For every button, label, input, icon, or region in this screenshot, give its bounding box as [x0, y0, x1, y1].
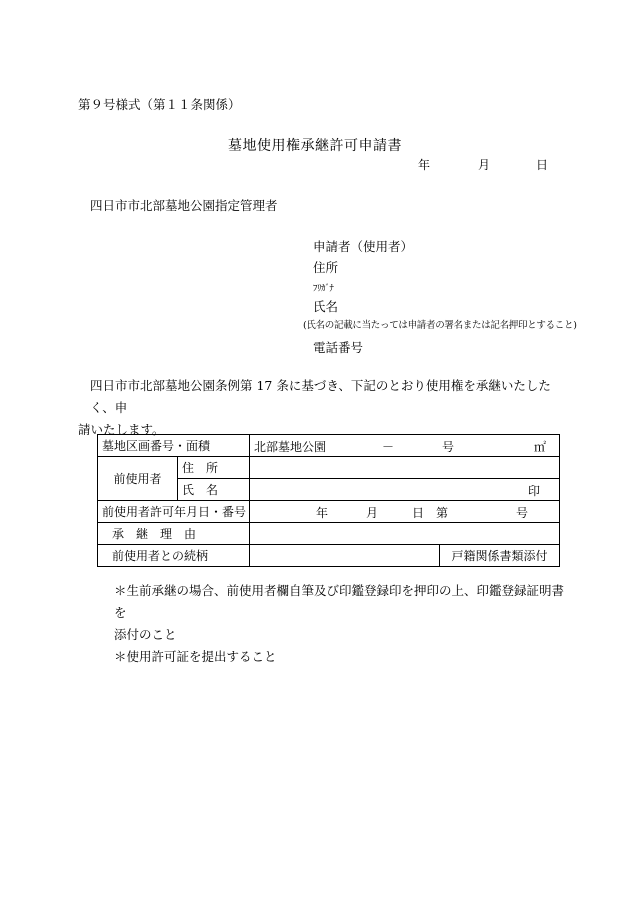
footnotes	[114, 580, 564, 668]
footnote-1-line-1: ＊生前承継の場合、前使用者欄自筆及び印鑑登録印を押印の上、印鑑登録証明書を	[114, 583, 565, 620]
applicant-header: 申請者（使用者）	[313, 239, 414, 254]
plot-area-unit: ㎡	[534, 440, 547, 454]
permit-date-label: 前使用者許可年月日・番号	[102, 505, 247, 519]
permit-date-field[interactable]	[250, 501, 560, 523]
applicant-name-label: 氏名	[313, 299, 339, 314]
permit-number-suffix: 号	[516, 506, 529, 520]
signature-note: (氏名の記載に当たっては申請者の署名または記名押印とすること)	[303, 320, 577, 331]
plot-value-cell[interactable]	[250, 435, 560, 457]
table-row	[98, 523, 560, 545]
seal-mark: 印	[528, 484, 541, 498]
footnote-1-line-2: 添付のこと	[114, 627, 177, 642]
permit-year-label: 年	[316, 506, 329, 520]
table-row	[98, 501, 560, 523]
family-register-attach-cell	[440, 545, 560, 567]
permit-date-label-cell	[98, 501, 250, 523]
permit-dai-label: 第	[436, 506, 449, 520]
succession-form-table	[97, 434, 560, 567]
body-paragraph	[78, 375, 558, 441]
prev-user-label: 前使用者	[113, 472, 162, 486]
family-register-attach-label: 戸籍関係書類添付	[451, 549, 548, 563]
prev-address-label: 住 所	[182, 461, 219, 475]
reason-field[interactable]	[250, 523, 560, 545]
reason-label: 承 継 理 由	[112, 527, 197, 541]
body-line-1: 四日市市北部墓地公園条例第 17 条に基づき、下記のとおり使用権を承継いたしたく、申	[90, 378, 551, 415]
plot-place: 北部墓地公園	[254, 440, 327, 454]
prev-address-label-cell	[178, 457, 250, 479]
prev-name-label: 氏 名	[182, 483, 219, 497]
date-day-label: 日	[536, 158, 549, 172]
prev-user-label-cell	[98, 457, 178, 501]
document-title: 墓地使用権承継許可申請書	[228, 138, 402, 154]
addressee: 四日市市北部墓地公園指定管理者	[90, 198, 278, 213]
date-month-label: 月	[478, 158, 491, 172]
reason-label-cell	[98, 523, 250, 545]
footnote-2: ＊使用許可証を提出すること	[114, 649, 277, 664]
plot-dash: －	[382, 440, 395, 454]
plot-label-cell	[98, 435, 250, 457]
plot-number-suffix: 号	[442, 440, 455, 454]
body-line-2: 請いたします。	[78, 422, 165, 437]
applicant-address-label: 住所	[313, 260, 339, 275]
prev-name-field[interactable]	[250, 479, 560, 501]
relationship-field[interactable]	[250, 545, 440, 567]
applicant-furigana-label: ﾌﾘｶﾞﾅ	[313, 284, 334, 294]
permit-month-label: 月	[366, 506, 379, 520]
table-row	[98, 457, 560, 479]
permit-day-label: 日	[412, 506, 425, 520]
form-number: 第９号様式（第１１条関係）	[78, 97, 241, 112]
relationship-label-cell	[98, 545, 250, 567]
table-row	[98, 545, 560, 567]
date-year-label: 年	[418, 158, 431, 172]
plot-label: 墓地区画番号・面積	[102, 439, 211, 453]
prev-name-label-cell	[178, 479, 250, 501]
table-row	[98, 435, 560, 457]
date-line	[418, 156, 548, 172]
applicant-phone-label: 電話番号	[313, 340, 364, 355]
prev-address-field[interactable]	[250, 457, 560, 479]
relationship-label: 前使用者との続柄	[112, 549, 209, 563]
